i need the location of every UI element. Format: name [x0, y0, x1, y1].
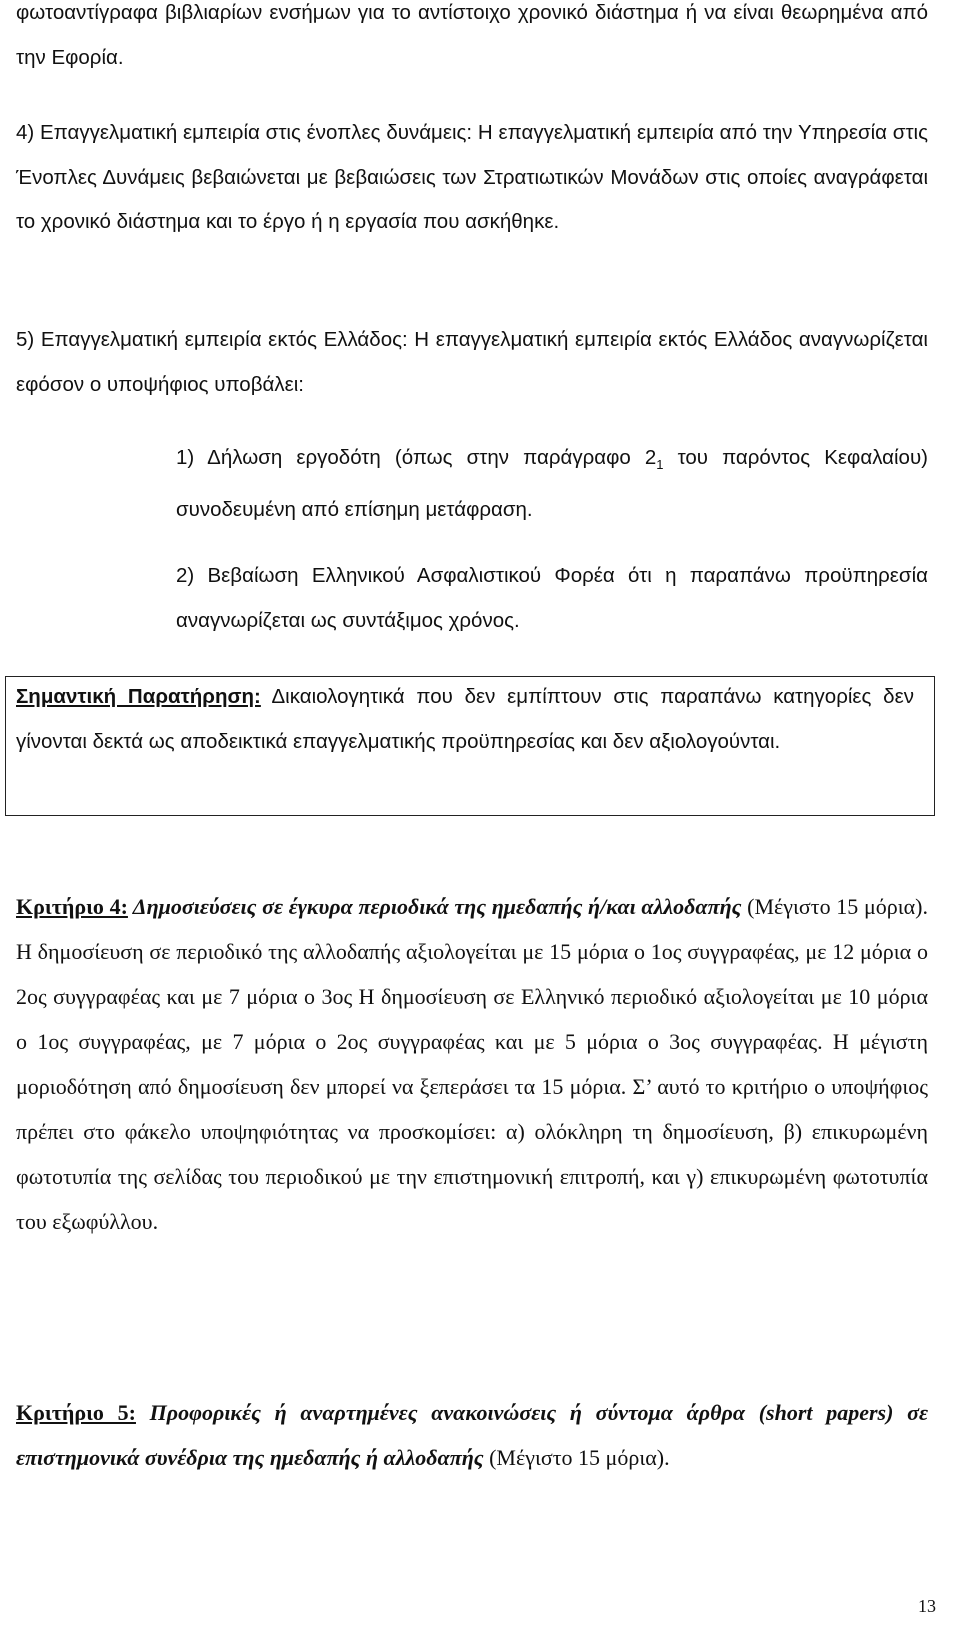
notice-text: Δικαιολογητικά που δεν εμπίπτουν στις παραπάνω κατηγορίες δεν γίνονται δεκτά ως αποδεικτικά επαγγελματικής προϋπηρεσίας και δεν αξιολογούνται. [16, 685, 914, 753]
criterion-5-title: Προφορικές ή αναρτημένες ανακοινώσεις ή σύντομα άρθρα (short papers) σε επιστημονικά συνέδρια της ημεδαπής ή αλλοδαπής [16, 1400, 928, 1470]
criterion-4-paragraph [16, 884, 928, 1244]
criterion-4-body: (Μέγιστο 15 μόρια). Η δημοσίευση σε περιοδικό της αλλοδαπής αξιολογείται με 15 μόρια ο 1ος συγγραφέας, με 12 μόρια ο 2ος συγγραφέας και με 7 μόρια ο 3ος Η δημοσίευση σε Ελληνικό περιοδικό αξιολογείται με 10 μόρια ο 1ος συγγραφέας, με 7 μόρια ο 2ος συγγραφέας και με 5 μόρια ο 3ος συγγραφέας. Η μέγιστη μοριοδότηση από δημοσίευση δεν μπορεί να ξεπεράσει τα 15 μόρια. Σ’ αυτό το κριτήριο ο υποψήφιος πρέπει στο φάκελο υποψηφιότητας να προσκομίσει: α) ολόκληρη τη δημοσίευση, β) επικυρωμένη φωτοτυπία της σελίδας του περιοδικού με την επιστημονική επιτροπή, και γ) επικυρωμένη φωτοτυπία του εξωφύλλου. [16, 894, 928, 1234]
list-item-employer-declaration [176, 436, 928, 532]
criterion-4-title: Δημοσιεύσεις σε έγκυρα περιοδικά της ημεδαπής ή/και αλλοδαπής [127, 894, 742, 919]
notice-label: Σημαντική Παρατήρηση: [16, 685, 261, 708]
paragraph-armed-forces: 4) Επαγγελματική εμπειρία στις ένοπλες δυνάμεις: Η επαγγελματική εμπειρία από την Υπηρεσία στις Ένοπλες Δυνάμεις βεβαιώνεται με βεβαιώσεις των Στρατιωτικών Μονάδων στις οποίες αναγράφεται το χρονικό διάστημα και το έργο ή η εργασία που ασκήθηκε. [16, 121, 928, 233]
list-item-insurance-certificate: 2) Βεβαίωση Ελληνικού Ασφαλιστικού Φορέα ότι η παραπάνω προϋπηρεσία αναγνωρίζεται ως συντάξιμος χρόνος. [176, 564, 928, 632]
criterion-5-paragraph [16, 1390, 928, 1480]
item-text-continued: του παρόντος Κεφαλαίου) συνοδευμένη από επίσημη μετάφραση. [176, 446, 928, 521]
notice-paragraph [16, 675, 914, 764]
criterion-4-label: Κριτήριο 4: [16, 894, 128, 919]
item-text: 1) Δήλωση εργοδότη (όπως στην παράγραφο 2 [176, 446, 657, 469]
paragraph-insurance-copies: φωτοαντίγραφα βιβλιαρίων ενσήμων για το αντίστοιχο χρονικό διάστημα ή να είναι θεωρημένα από την Εφορία. [16, 1, 928, 69]
criterion-5-label: Κριτήριο 5: [16, 1400, 136, 1425]
paragraph-abroad: 5) Επαγγελματική εμπειρία εκτός Ελλάδος: Η επαγγελματική εμπειρία εκτός Ελλάδος αναγνωρίζεται εφόσον ο υποψήφιος υποβάλει: [16, 328, 928, 396]
criterion-5-body: (Μέγιστο 15 μόρια). [483, 1445, 670, 1470]
page-number: 13 [918, 1596, 936, 1616]
subscript-number: 1 [656, 457, 664, 473]
